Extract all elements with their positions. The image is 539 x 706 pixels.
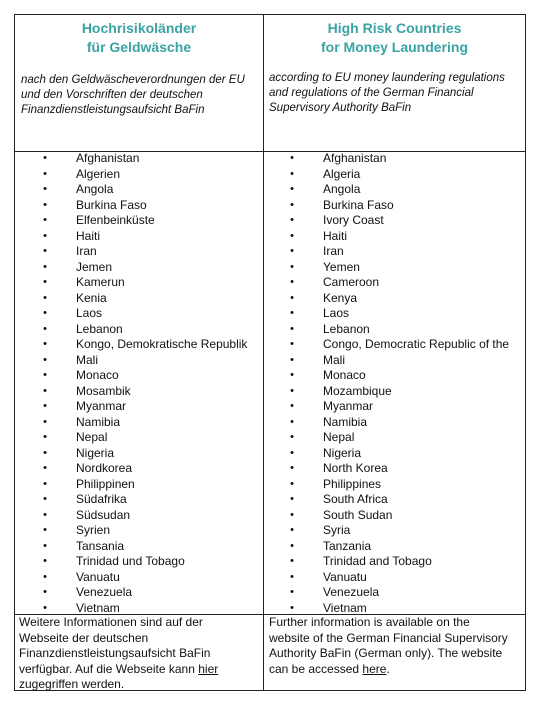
- bullet-icon: •: [290, 555, 294, 567]
- en-country-item: [282, 585, 524, 601]
- bullet-icon: •: [43, 586, 47, 598]
- bullet-icon: •: [290, 276, 294, 288]
- de-country-name: Mosambik: [76, 383, 131, 398]
- en-country-name: Kenya: [323, 290, 358, 305]
- en-country-name: Ivory Coast: [323, 213, 384, 227]
- en-country-item: [282, 167, 524, 183]
- en-country-list-container: [282, 151, 524, 616]
- de-subtitle-line-2: und den Vorschriften der deutschen: [21, 89, 203, 101]
- en-country-item: [282, 151, 524, 167]
- en-country-name: Nepal: [323, 430, 355, 444]
- en-country-item: [282, 554, 524, 570]
- en-country-item: [282, 539, 524, 555]
- bullet-icon: •: [43, 539, 47, 552]
- en-country-name: Syria: [323, 523, 351, 537]
- en-country-name: Lebanon: [323, 321, 370, 336]
- en-country-item: [282, 244, 524, 260]
- en-subtitle-line-2: and regulations of the German Financial: [269, 87, 474, 99]
- de-country-name: Kongo, Demokratische Republik: [76, 337, 248, 351]
- en-country-name: Laos: [323, 306, 350, 320]
- de-country-item: [35, 508, 261, 524]
- en-country-name: Afghanistan: [323, 151, 387, 165]
- en-country-item: [282, 461, 524, 477]
- de-country-name: Nigeria: [76, 445, 115, 460]
- de-footer-line-4: [19, 662, 263, 678]
- country-table: [14, 14, 526, 691]
- en-country-name: South Sudan: [323, 507, 393, 522]
- en-footer-line-1: Further information is available on the: [269, 615, 470, 629]
- bullet-icon: •: [43, 338, 47, 350]
- bullet-icon: •: [43, 415, 47, 428]
- en-footer-line-3: Authority BaFin (German only). The website: [269, 646, 503, 660]
- de-country-item: [35, 244, 261, 260]
- de-country-item: [35, 461, 261, 477]
- en-country-name: Tanzania: [323, 538, 372, 553]
- de-country-name: Burkina Faso: [76, 197, 147, 212]
- en-country-name: Congo, Democratic Republic of the: [323, 337, 510, 351]
- de-country-name: Haiti: [76, 228, 101, 243]
- de-title: [15, 19, 263, 57]
- bullet-icon: •: [290, 183, 294, 195]
- bullet-icon: •: [290, 493, 294, 505]
- en-country-name: Philippines: [323, 476, 382, 491]
- en-country-item: [282, 306, 524, 322]
- en-title-line-2: for Money Laundering: [321, 39, 468, 55]
- de-country-name: Tansania: [76, 538, 125, 553]
- de-country-name: Kenia: [76, 290, 107, 305]
- en-country-name: Burkina Faso: [323, 197, 394, 212]
- bullet-icon: •: [43, 462, 47, 474]
- en-country-item: [282, 446, 524, 462]
- en-country-name: Iran: [323, 244, 344, 258]
- de-country-item: [35, 368, 261, 384]
- de-country-name: Algerien: [76, 166, 121, 181]
- bullet-icon: •: [290, 353, 294, 366]
- de-country-item: [35, 539, 261, 555]
- en-country-item: [282, 570, 524, 586]
- bullet-icon: •: [43, 508, 47, 521]
- bullet-icon: •: [43, 369, 47, 381]
- de-country-item: [35, 415, 261, 431]
- de-country-name: Angola: [76, 182, 114, 196]
- bullet-icon: •: [43, 555, 47, 567]
- bullet-icon: •: [43, 276, 47, 288]
- en-country-item: [282, 415, 524, 431]
- de-country-item: [35, 353, 261, 369]
- en-country-name: North Korea: [323, 461, 388, 475]
- bullet-icon: •: [290, 245, 294, 257]
- bullet-icon: •: [290, 508, 294, 521]
- bullet-icon: •: [290, 198, 294, 211]
- en-country-name: Monaco: [323, 368, 366, 382]
- bullet-icon: •: [290, 400, 294, 412]
- bullet-icon: •: [290, 291, 294, 304]
- bullet-icon: •: [43, 601, 47, 614]
- de-country-name: Südafrika: [76, 492, 127, 506]
- en-country-name: Algeria: [323, 166, 361, 181]
- en-country-item: [282, 492, 524, 508]
- en-country-name: Cameroon: [323, 275, 380, 289]
- en-country-name: Mozambique: [323, 383, 392, 398]
- en-country-item: [282, 477, 524, 493]
- en-country-name: Myanmar: [323, 399, 374, 413]
- de-country-item: [35, 306, 261, 322]
- de-subtitle: [15, 73, 263, 118]
- bullet-icon: •: [290, 415, 294, 428]
- en-title: [264, 19, 525, 57]
- de-country-item: [35, 260, 261, 276]
- de-country-name: Nordkorea: [76, 461, 133, 475]
- bullet-icon: •: [290, 214, 294, 226]
- de-country-name: Myanmar: [76, 399, 127, 413]
- de-footer-line-1: Weitere Informationen sind auf der: [19, 615, 203, 629]
- bullet-icon: •: [290, 524, 294, 536]
- bullet-icon: •: [290, 307, 294, 319]
- en-country-name: Vanuatu: [323, 569, 367, 584]
- de-footer-line-5: zugegriffen werden.: [19, 677, 125, 691]
- bullet-icon: •: [43, 493, 47, 505]
- de-country-name: Lebanon: [76, 321, 123, 336]
- bullet-icon: •: [43, 570, 47, 583]
- bullet-icon: •: [290, 152, 294, 164]
- de-country-name: Monaco: [76, 368, 119, 382]
- de-country-item: [35, 554, 261, 570]
- bullet-icon: •: [43, 307, 47, 319]
- en-country-name: Vietnam: [323, 600, 367, 615]
- de-country-name: Venezuela: [76, 585, 133, 599]
- de-country-item: [35, 430, 261, 446]
- en-footer-line-4-end: .: [386, 661, 390, 676]
- de-footer-line-2: Webseite der deutschen: [19, 630, 149, 645]
- bullet-icon: •: [43, 214, 47, 226]
- en-country-item: [282, 523, 524, 539]
- de-country-item: [35, 229, 261, 245]
- de-bafin-link[interactable]: hier: [198, 661, 219, 676]
- bullet-icon: •: [43, 167, 47, 180]
- en-country-item: [282, 399, 524, 415]
- de-country-name: Philippinen: [76, 476, 135, 491]
- en-country-item: [282, 368, 524, 384]
- de-country-name: Trinidad und Tobago: [76, 554, 185, 568]
- bullet-icon: •: [290, 601, 294, 614]
- bullet-icon: •: [43, 431, 47, 443]
- bullet-icon: •: [290, 431, 294, 443]
- de-country-item: [35, 337, 261, 353]
- de-footer-line-3: Finanzdienstleistungsaufsicht BaFin: [19, 646, 211, 660]
- en-country-name: Haiti: [323, 228, 348, 243]
- de-title-line-1: Hochrisikoländer: [81, 20, 197, 36]
- en-country-item: [282, 275, 524, 291]
- bullet-icon: •: [290, 167, 294, 180]
- de-country-name: Afghanistan: [76, 151, 140, 165]
- en-bafin-link[interactable]: here: [362, 661, 387, 676]
- bullet-icon: •: [290, 229, 294, 242]
- de-country-list: [35, 151, 261, 616]
- de-footer: [15, 615, 263, 693]
- en-country-name: Yemen: [323, 259, 360, 274]
- de-country-item: [35, 322, 261, 338]
- de-title-line-2: für Geldwäsche: [86, 39, 192, 55]
- bullet-icon: •: [43, 291, 47, 304]
- en-footer-line-4-text: can be accessed: [269, 661, 363, 676]
- de-country-name: Laos: [76, 306, 103, 320]
- de-country-name: Mali: [76, 352, 99, 367]
- de-country-item: [35, 446, 261, 462]
- de-country-item: [35, 198, 261, 214]
- bullet-icon: •: [43, 229, 47, 242]
- column-divider: [263, 15, 264, 690]
- de-country-name: Elfenbeinküste: [76, 213, 155, 227]
- de-country-name: Iran: [76, 244, 97, 258]
- en-country-name: Angola: [323, 182, 361, 196]
- de-country-item: [35, 167, 261, 183]
- bullet-icon: •: [290, 338, 294, 350]
- bullet-icon: •: [43, 524, 47, 536]
- en-footer-line-4: [269, 662, 525, 678]
- de-country-list-container: [35, 151, 261, 616]
- bullet-icon: •: [290, 384, 294, 397]
- de-country-item: [35, 275, 261, 291]
- de-country-name: Vietnam: [76, 600, 120, 615]
- bullet-icon: •: [43, 446, 47, 459]
- bullet-icon: •: [43, 198, 47, 211]
- de-country-name: Kamerun: [76, 275, 125, 289]
- de-country-name: Südsudan: [76, 507, 131, 522]
- bullet-icon: •: [43, 183, 47, 195]
- de-country-name: Syrien: [76, 523, 111, 537]
- en-country-name: South Africa: [323, 492, 388, 506]
- en-footer: [264, 615, 525, 677]
- en-country-item: [282, 430, 524, 446]
- de-country-item: [35, 399, 261, 415]
- en-country-item: [282, 384, 524, 400]
- de-country-item: [35, 585, 261, 601]
- en-country-item: [282, 322, 524, 338]
- en-country-item: [282, 337, 524, 353]
- de-country-item: [35, 384, 261, 400]
- bullet-icon: •: [290, 446, 294, 459]
- en-country-name: Venezuela: [323, 585, 380, 599]
- en-country-item: [282, 353, 524, 369]
- de-country-name: Nepal: [76, 430, 108, 444]
- bullet-icon: •: [43, 260, 47, 273]
- de-country-item: [35, 492, 261, 508]
- de-country-item: [35, 291, 261, 307]
- bullet-icon: •: [43, 400, 47, 412]
- en-country-name: Mali: [323, 352, 346, 367]
- en-country-item: [282, 291, 524, 307]
- bullet-icon: •: [43, 353, 47, 366]
- en-country-item: [282, 601, 524, 617]
- bullet-icon: •: [290, 260, 294, 273]
- en-country-item: [282, 213, 524, 229]
- de-country-item: [35, 213, 261, 229]
- de-country-item: [35, 601, 261, 617]
- de-subtitle-line-1: nach den Geldwäscheverordnungen der EU: [21, 74, 245, 86]
- en-country-item: [282, 182, 524, 198]
- bullet-icon: •: [290, 539, 294, 552]
- en-title-line-1: High Risk Countries: [327, 20, 462, 36]
- en-subtitle: [264, 71, 525, 116]
- bullet-icon: •: [43, 322, 47, 335]
- de-country-name: Vanuatu: [76, 569, 120, 584]
- bullet-icon: •: [43, 152, 47, 164]
- bullet-icon: •: [290, 586, 294, 598]
- de-footer-line-4-text: verfügbar. Auf die Webseite kann: [19, 661, 199, 676]
- en-country-item: [282, 229, 524, 245]
- en-country-item: [282, 260, 524, 276]
- bullet-icon: •: [43, 477, 47, 490]
- en-footer-line-2: website of the German Financial Supervisory: [269, 630, 508, 645]
- en-country-list: [282, 151, 524, 616]
- de-country-item: [35, 570, 261, 586]
- bullet-icon: •: [290, 462, 294, 474]
- en-country-name: Trinidad and Tobago: [323, 554, 432, 568]
- en-country-item: [282, 198, 524, 214]
- en-country-item: [282, 508, 524, 524]
- de-country-item: [35, 523, 261, 539]
- en-country-name: Namibia: [323, 414, 368, 429]
- bullet-icon: •: [290, 570, 294, 583]
- bullet-icon: •: [290, 322, 294, 335]
- bullet-icon: •: [43, 384, 47, 397]
- de-country-item: [35, 182, 261, 198]
- bullet-icon: •: [43, 245, 47, 257]
- de-country-item: [35, 477, 261, 493]
- de-country-name: Namibia: [76, 414, 121, 429]
- de-country-name: Jemen: [76, 259, 113, 274]
- en-subtitle-line-1: according to EU money laundering regulations: [269, 72, 505, 84]
- de-country-item: [35, 151, 261, 167]
- bullet-icon: •: [290, 369, 294, 381]
- de-subtitle-line-3: Finanzdienstleistungsaufsicht BaFin: [21, 104, 205, 116]
- bullet-icon: •: [290, 477, 294, 490]
- en-subtitle-line-3: Supervisory Authority BaFin: [269, 102, 412, 114]
- en-country-name: Nigeria: [323, 445, 362, 460]
